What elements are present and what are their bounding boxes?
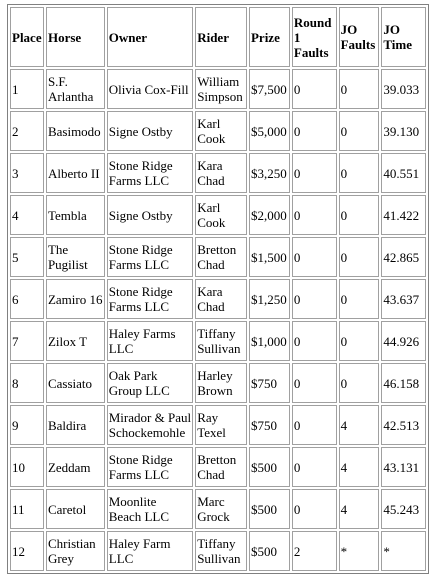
cell-rider: Tiffany Sullivan [195,321,247,361]
cell-owner: Stone Ridge Farms LLC [107,447,193,487]
cell-rider: Bretton Chad [195,237,247,277]
cell-place: 4 [10,195,44,235]
results-body [10,69,426,571]
cell-place: 11 [10,489,44,529]
cell-owner: Stone Ridge Farms LLC [107,153,193,193]
cell-jo-time: 46.158 [381,363,426,403]
results-table [7,4,429,574]
cell-rider: Marc Grock [195,489,247,529]
cell-jo-faults: 0 [339,111,380,151]
cell-jo-faults: 0 [339,321,380,361]
cell-rider: Bretton Chad [195,447,247,487]
table-row [10,195,426,235]
cell-rider: William Simpson [195,69,247,109]
cell-jo-faults: 0 [339,195,380,235]
cell-owner: Stone Ridge Farms LLC [107,237,193,277]
cell-owner: Moonlite Beach LLC [107,489,193,529]
cell-owner: Haley Farm LLC [107,531,193,571]
cell-prize: $500 [249,489,290,529]
cell-horse: Alberto II [46,153,105,193]
cell-prize: $3,250 [249,153,290,193]
cell-place: 10 [10,447,44,487]
cell-prize: $500 [249,447,290,487]
cell-jo-faults: 0 [339,153,380,193]
cell-jo-time: 39.033 [381,69,426,109]
cell-round1-faults: 0 [292,447,337,487]
table-row [10,321,426,361]
cell-round1-faults: 0 [292,237,337,277]
cell-jo-faults: 4 [339,447,380,487]
cell-place: 8 [10,363,44,403]
cell-place: 7 [10,321,44,361]
table-row [10,363,426,403]
cell-rider: Kara Chad [195,279,247,319]
cell-place: 9 [10,405,44,445]
header-place: Place [10,7,44,67]
cell-horse: Cassiato [46,363,105,403]
cell-round1-faults: 0 [292,363,337,403]
cell-horse: Basimodo [46,111,105,151]
cell-horse: Christian Grey [46,531,105,571]
cell-jo-faults: 4 [339,489,380,529]
cell-rider: Ray Texel [195,405,247,445]
cell-round1-faults: 0 [292,153,337,193]
header-round1-faults: Round 1 Faults [292,7,337,67]
cell-jo-faults: 0 [339,279,380,319]
cell-jo-faults: 0 [339,237,380,277]
cell-owner: Stone Ridge Farms LLC [107,279,193,319]
cell-rider: Harley Brown [195,363,247,403]
cell-jo-time: 40.551 [381,153,426,193]
table-row [10,489,426,529]
cell-prize: $1,000 [249,321,290,361]
table-row [10,111,426,151]
cell-jo-time: 44.926 [381,321,426,361]
table-row [10,237,426,277]
cell-prize: $500 [249,531,290,571]
cell-round1-faults: 0 [292,405,337,445]
cell-prize: $1,500 [249,237,290,277]
cell-jo-time: 43.131 [381,447,426,487]
cell-jo-time: 42.865 [381,237,426,277]
cell-jo-time: * [381,531,426,571]
table-row [10,447,426,487]
cell-round1-faults: 0 [292,489,337,529]
cell-round1-faults: 0 [292,279,337,319]
cell-place: 6 [10,279,44,319]
cell-round1-faults: 2 [292,531,337,571]
header-owner: Owner [107,7,193,67]
cell-round1-faults: 0 [292,69,337,109]
cell-horse: Zamiro 16 [46,279,105,319]
cell-jo-time: 41.422 [381,195,426,235]
cell-rider: Karl Cook [195,111,247,151]
cell-rider: Tiffany Sullivan [195,531,247,571]
cell-prize: $750 [249,405,290,445]
cell-round1-faults: 0 [292,321,337,361]
cell-jo-faults: * [339,531,380,571]
table-row [10,153,426,193]
header-horse: Horse [46,7,105,67]
cell-horse: Zeddam [46,447,105,487]
table-row [10,69,426,109]
cell-horse: Caretol [46,489,105,529]
header-jo-time: JO Time [381,7,426,67]
cell-prize: $5,000 [249,111,290,151]
cell-prize: $1,250 [249,279,290,319]
cell-owner: Olivia Cox-Fill [107,69,193,109]
cell-place: 1 [10,69,44,109]
cell-rider: Karl Cook [195,195,247,235]
cell-prize: $2,000 [249,195,290,235]
table-row [10,405,426,445]
cell-horse: The Pugilist [46,237,105,277]
cell-owner: Mirador & Paul Schockemohle [107,405,193,445]
cell-owner: Oak Park Group LLC [107,363,193,403]
cell-owner: Signe Ostby [107,195,193,235]
header-row [10,7,426,67]
cell-prize: $7,500 [249,69,290,109]
header-rider: Rider [195,7,247,67]
cell-owner: Haley Farms LLC [107,321,193,361]
cell-jo-faults: 0 [339,363,380,403]
cell-jo-time: 43.637 [381,279,426,319]
cell-horse: S.F. Arlantha [46,69,105,109]
cell-place: 12 [10,531,44,571]
cell-place: 5 [10,237,44,277]
cell-jo-time: 45.243 [381,489,426,529]
cell-jo-faults: 4 [339,405,380,445]
cell-jo-faults: 0 [339,69,380,109]
cell-round1-faults: 0 [292,195,337,235]
table-row [10,279,426,319]
cell-prize: $750 [249,363,290,403]
cell-place: 3 [10,153,44,193]
cell-rider: Kara Chad [195,153,247,193]
cell-horse: Tembla [46,195,105,235]
cell-jo-time: 42.513 [381,405,426,445]
header-jo-faults: JO Faults [339,7,380,67]
cell-place: 2 [10,111,44,151]
cell-jo-time: 39.130 [381,111,426,151]
cell-horse: Baldira [46,405,105,445]
header-prize: Prize [249,7,290,67]
cell-horse: Zilox T [46,321,105,361]
cell-owner: Signe Ostby [107,111,193,151]
table-row [10,531,426,571]
cell-round1-faults: 0 [292,111,337,151]
